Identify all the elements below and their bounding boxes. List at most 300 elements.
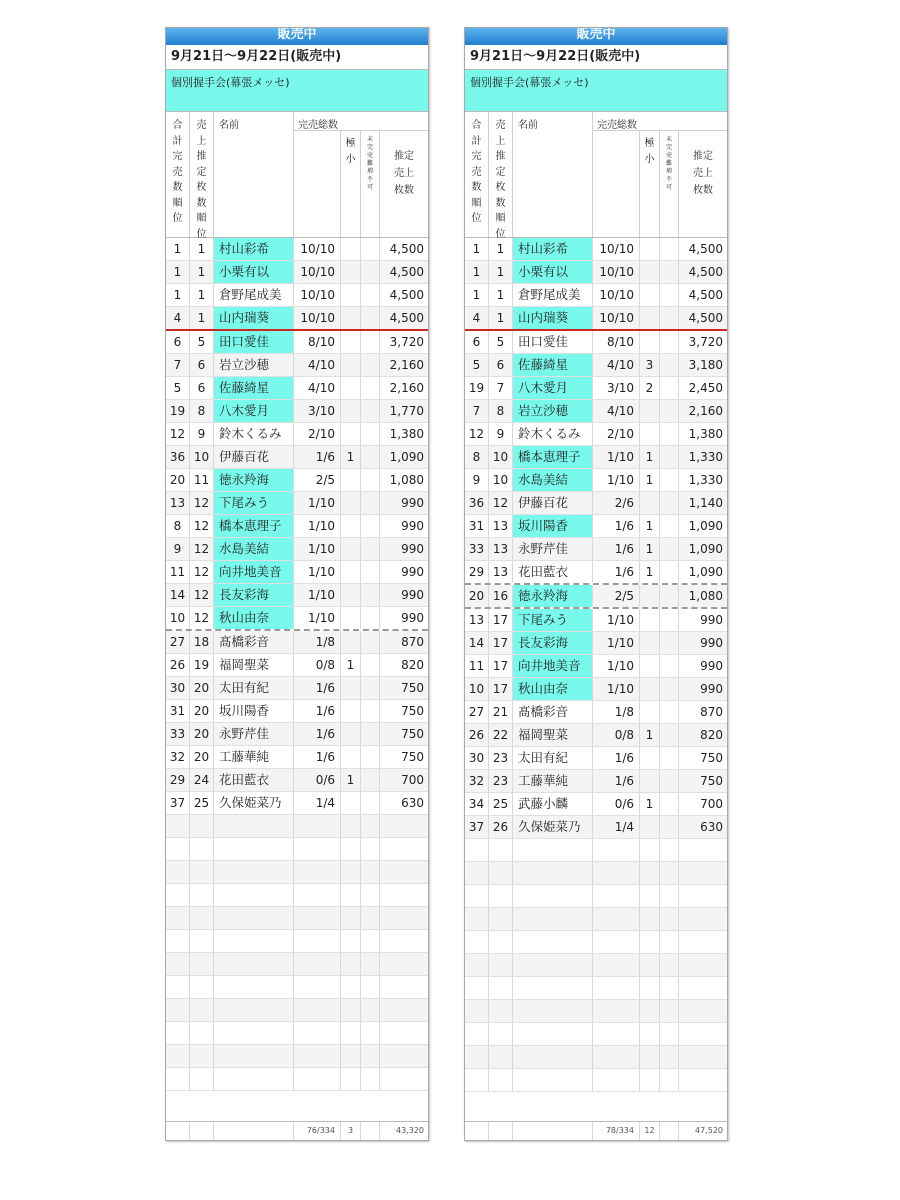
name-cell: 八木愛月 xyxy=(214,400,294,422)
est-sales-cell: 1,080 xyxy=(389,473,424,487)
empty-row xyxy=(465,862,727,885)
rank-cell xyxy=(465,954,489,976)
rank-cell: 4 xyxy=(465,307,489,329)
date-range-title: 9月21日〜9月22日(販売中) xyxy=(166,45,428,70)
sold-cell: 0/8 xyxy=(294,654,341,676)
table-row xyxy=(166,792,428,815)
rank-cell: 30 xyxy=(465,747,489,769)
rank-cell: 1 xyxy=(166,238,190,260)
name-cell: 佐藤綺星 xyxy=(513,354,593,376)
not-sold-cell xyxy=(361,284,380,306)
est-sales-cell xyxy=(380,1068,428,1090)
name-cell: 倉野尾成美 xyxy=(513,284,593,306)
rank-cell: 8 xyxy=(166,515,190,537)
not-sold-cell xyxy=(660,908,679,930)
not-sold-cell xyxy=(660,724,679,746)
rank-cell: 14 xyxy=(465,632,489,654)
not-sold-cell xyxy=(361,538,380,560)
sold-cell: 8/10 xyxy=(593,331,640,353)
sales-rank-cell: 12 xyxy=(190,538,214,560)
name-cell: 久保姫菜乃 xyxy=(513,816,593,838)
sold-cell: 1/10 xyxy=(593,678,640,700)
table-row xyxy=(166,400,428,423)
sales-rank-cell xyxy=(489,885,513,907)
sold-cell: 10/10 xyxy=(593,261,640,283)
sales-rank-cell: 24 xyxy=(190,769,214,791)
est-sales-cell xyxy=(380,1022,428,1044)
sales-rank-cell: 25 xyxy=(190,792,214,814)
not-sold-cell xyxy=(361,976,380,998)
sales-rank-cell: 8 xyxy=(190,400,214,422)
rank-cell xyxy=(166,1068,190,1090)
total-sold: 78/334 xyxy=(593,1122,640,1140)
not-sold-cell xyxy=(660,839,679,861)
rank-cell: 1 xyxy=(166,261,190,283)
tiny-cell xyxy=(341,723,361,745)
rank-cell: 9 xyxy=(465,469,489,491)
table-row xyxy=(465,816,727,839)
name-cell: 花田藍衣 xyxy=(513,561,593,583)
rank-cell: 33 xyxy=(166,723,190,745)
est-sales-cell: 630 xyxy=(401,796,424,810)
sold-cell: 4/10 xyxy=(593,400,640,422)
table-row xyxy=(465,307,727,331)
table-header xyxy=(465,112,727,238)
est-sales-cell xyxy=(679,954,727,976)
sold-cell xyxy=(593,977,640,999)
table-row xyxy=(166,331,428,354)
name-cell xyxy=(513,839,593,861)
rank-cell: 19 xyxy=(465,377,489,399)
sales-rank-cell: 21 xyxy=(489,701,513,723)
sold-cell: 2/10 xyxy=(294,423,341,445)
not-sold-cell xyxy=(660,492,679,514)
not-sold-cell xyxy=(361,769,380,791)
tiny-cell xyxy=(640,1069,660,1091)
sales-rank-cell xyxy=(190,884,214,906)
name-cell: 小栗有以 xyxy=(214,261,294,283)
tiny-cell xyxy=(640,423,660,445)
est-sales-cell xyxy=(380,884,428,906)
tiny-cell: 3 xyxy=(640,354,660,376)
est-sales-cell: 2,160 xyxy=(688,404,723,418)
est-sales-cell xyxy=(380,815,428,837)
sold-cell: 1/8 xyxy=(593,701,640,723)
rank-cell: 5 xyxy=(166,377,190,399)
not-sold-cell xyxy=(660,977,679,999)
sold-cell xyxy=(294,999,341,1021)
est-sales-cell: 2,160 xyxy=(389,358,424,372)
not-sold-cell xyxy=(361,400,380,422)
name-cell: 太田有紀 xyxy=(214,677,294,699)
table-row xyxy=(465,238,727,261)
est-sales-cell: 2,450 xyxy=(688,381,723,395)
empty-row xyxy=(166,976,428,999)
rank-cell: 33 xyxy=(465,538,489,560)
rank-cell: 31 xyxy=(166,700,190,722)
tiny-cell xyxy=(640,747,660,769)
header-est-sales-label: 推定 売上 枚数 xyxy=(394,151,414,196)
est-sales-cell: 870 xyxy=(401,635,424,649)
not-sold-cell xyxy=(660,793,679,815)
rank-cell xyxy=(465,977,489,999)
name-cell xyxy=(513,977,593,999)
table-row xyxy=(166,654,428,677)
sold-cell: 1/6 xyxy=(294,723,341,745)
empty-row xyxy=(166,999,428,1022)
sales-rank-cell: 10 xyxy=(489,469,513,491)
sales-rank-cell: 1 xyxy=(489,284,513,306)
table-row xyxy=(166,723,428,746)
sold-cell: 1/6 xyxy=(294,446,341,468)
header-tiny: 極 小 xyxy=(640,130,660,237)
sold-cell xyxy=(294,976,341,998)
sales-rank-cell: 13 xyxy=(489,538,513,560)
empty-row xyxy=(465,885,727,908)
not-sold-cell xyxy=(660,931,679,953)
sold-cell xyxy=(294,1045,341,1067)
sales-rank-cell: 5 xyxy=(489,331,513,353)
rank-cell: 36 xyxy=(465,492,489,514)
sold-cell: 1/10 xyxy=(593,609,640,631)
not-sold-cell xyxy=(660,609,679,631)
name-cell xyxy=(513,1046,593,1068)
tiny-cell xyxy=(341,1022,361,1044)
rank-cell xyxy=(166,1022,190,1044)
name-cell: 永野芹佳 xyxy=(513,538,593,560)
header-not-sold: 未 完 売 難 増 不 可 xyxy=(361,130,380,237)
est-sales-cell: 1,090 xyxy=(688,542,723,556)
not-sold-cell xyxy=(660,1046,679,1068)
name-cell: 秋山由奈 xyxy=(513,678,593,700)
total-blank4 xyxy=(660,1122,679,1140)
tiny-cell xyxy=(341,377,361,399)
sold-cell: 1/6 xyxy=(593,561,640,583)
not-sold-cell xyxy=(660,632,679,654)
header-total-rank: 合 計 完 売 数 順 位 xyxy=(465,112,489,237)
sales-rank-cell xyxy=(489,1023,513,1045)
sold-cell: 1/10 xyxy=(294,538,341,560)
rank-cell: 6 xyxy=(465,331,489,353)
tiny-cell xyxy=(640,770,660,792)
rank-cell xyxy=(465,908,489,930)
not-sold-cell xyxy=(361,515,380,537)
sales-rank-cell: 9 xyxy=(190,423,214,445)
tiny-cell xyxy=(341,331,361,353)
name-cell: 田口愛佳 xyxy=(214,331,294,353)
tiny-cell xyxy=(341,930,361,952)
rank-cell: 27 xyxy=(166,631,190,653)
name-cell: 伊藤百花 xyxy=(513,492,593,514)
est-sales-cell: 990 xyxy=(401,496,424,510)
rank-cell: 7 xyxy=(166,354,190,376)
est-sales-cell: 990 xyxy=(401,542,424,556)
table-row xyxy=(465,261,727,284)
rank-cell xyxy=(166,1045,190,1067)
sold-cell: 2/10 xyxy=(593,423,640,445)
sold-cell: 0/6 xyxy=(294,769,341,791)
est-sales-cell xyxy=(380,930,428,952)
empty-row xyxy=(465,954,727,977)
name-cell xyxy=(214,861,294,883)
table-row xyxy=(166,377,428,400)
rank-cell xyxy=(166,861,190,883)
sold-cell: 3/10 xyxy=(294,400,341,422)
sold-cell: 1/6 xyxy=(593,770,640,792)
not-sold-cell xyxy=(361,261,380,283)
sold-cell: 10/10 xyxy=(294,261,341,283)
not-sold-cell xyxy=(660,354,679,376)
not-sold-cell xyxy=(660,655,679,677)
tiny-cell xyxy=(341,561,361,583)
not-sold-cell xyxy=(660,770,679,792)
tiny-cell xyxy=(640,655,660,677)
name-cell: 秋山由奈 xyxy=(214,607,294,629)
name-cell xyxy=(513,862,593,884)
est-sales-cell xyxy=(679,931,727,953)
sold-cell xyxy=(593,1023,640,1045)
name-cell: 坂川陽香 xyxy=(214,700,294,722)
header-sales-rank: 売 上 推 定 枚 数 順 位 xyxy=(489,112,513,237)
not-sold-cell xyxy=(660,446,679,468)
sales-rank-cell xyxy=(489,931,513,953)
est-sales-cell: 700 xyxy=(401,773,424,787)
tiny-cell: 1 xyxy=(341,769,361,791)
tiny-cell: 1 xyxy=(640,515,660,537)
est-sales-cell xyxy=(679,862,727,884)
not-sold-cell xyxy=(361,654,380,676)
name-cell xyxy=(214,1045,294,1067)
tiny-cell xyxy=(341,238,361,260)
name-cell: 田口愛佳 xyxy=(513,331,593,353)
sales-rank-cell: 6 xyxy=(489,354,513,376)
sold-cell: 1/6 xyxy=(593,747,640,769)
total-blank1 xyxy=(166,1122,190,1140)
status-banner: 販売中 xyxy=(465,28,727,45)
est-sales-cell: 870 xyxy=(700,705,723,719)
rank-cell: 34 xyxy=(465,793,489,815)
tiny-cell: 1 xyxy=(341,446,361,468)
ranking-panel-right xyxy=(464,27,728,1141)
sales-rank-cell: 12 xyxy=(489,492,513,514)
not-sold-cell xyxy=(660,862,679,884)
not-sold-cell xyxy=(361,1022,380,1044)
name-cell: 永野芹佳 xyxy=(214,723,294,745)
sales-rank-cell xyxy=(489,977,513,999)
tiny-cell xyxy=(341,607,361,629)
not-sold-cell xyxy=(660,423,679,445)
name-cell xyxy=(513,1000,593,1022)
header-est-sales xyxy=(380,130,428,237)
tiny-cell: 1 xyxy=(640,469,660,491)
empty-row xyxy=(465,931,727,954)
tiny-cell xyxy=(640,954,660,976)
est-sales-cell xyxy=(679,908,727,930)
sold-cell: 1/10 xyxy=(294,561,341,583)
table-row xyxy=(465,770,727,793)
table-row xyxy=(465,423,727,446)
tiny-cell xyxy=(640,238,660,260)
not-sold-cell xyxy=(361,354,380,376)
est-sales-cell xyxy=(380,861,428,883)
rank-cell: 29 xyxy=(465,561,489,583)
rank-cell xyxy=(465,885,489,907)
status-banner: 販売中 xyxy=(166,28,428,45)
table-row xyxy=(465,538,727,561)
sold-cell: 1/10 xyxy=(294,492,341,514)
not-sold-cell xyxy=(660,885,679,907)
event-name: 個別握手会(幕張メッセ) xyxy=(465,70,727,112)
total-blank2 xyxy=(190,1122,214,1140)
header-sold-out-col xyxy=(294,130,341,237)
est-sales-cell: 700 xyxy=(700,797,723,811)
tiny-cell xyxy=(640,839,660,861)
tiny-cell xyxy=(640,1023,660,1045)
rank-cell: 14 xyxy=(166,584,190,606)
est-sales-cell: 4,500 xyxy=(688,288,723,302)
tiny-cell xyxy=(640,400,660,422)
est-sales-cell: 1,090 xyxy=(688,519,723,533)
rank-cell xyxy=(465,839,489,861)
rank-cell xyxy=(166,930,190,952)
tiny-cell xyxy=(640,977,660,999)
tiny-cell xyxy=(341,700,361,722)
name-cell: 徳永羚海 xyxy=(513,585,593,607)
tiny-cell xyxy=(341,976,361,998)
not-sold-cell xyxy=(361,331,380,353)
sold-cell xyxy=(593,839,640,861)
tiny-cell xyxy=(640,585,660,607)
sales-rank-cell: 17 xyxy=(489,655,513,677)
name-cell xyxy=(214,999,294,1021)
sales-rank-cell: 6 xyxy=(190,377,214,399)
not-sold-cell xyxy=(361,930,380,952)
sold-cell xyxy=(294,1068,341,1090)
rank-cell: 9 xyxy=(166,538,190,560)
sold-cell: 1/10 xyxy=(593,469,640,491)
sold-cell: 1/10 xyxy=(294,584,341,606)
name-cell: 八木愛月 xyxy=(513,377,593,399)
header-sold-out-total: 完売総数 xyxy=(597,120,637,131)
name-cell: 小栗有以 xyxy=(513,261,593,283)
tiny-cell xyxy=(640,609,660,631)
sales-rank-cell: 12 xyxy=(190,492,214,514)
sold-cell: 2/5 xyxy=(294,469,341,491)
name-cell: 橋本恵理子 xyxy=(513,446,593,468)
not-sold-cell xyxy=(660,515,679,537)
name-cell: 岩立沙穂 xyxy=(513,400,593,422)
sales-rank-cell: 1 xyxy=(190,284,214,306)
name-cell: 髙橋彩音 xyxy=(214,631,294,653)
header-name-label: 名前 xyxy=(219,120,239,131)
est-sales-cell: 990 xyxy=(401,565,424,579)
sold-cell xyxy=(294,1022,341,1044)
est-sales-cell: 990 xyxy=(700,636,723,650)
est-sales-cell: 3,720 xyxy=(389,335,424,349)
rank-cell: 26 xyxy=(166,654,190,676)
sales-rank-cell: 16 xyxy=(489,585,513,607)
not-sold-cell xyxy=(660,701,679,723)
sold-cell xyxy=(593,1046,640,1068)
table-row xyxy=(166,631,428,654)
not-sold-cell xyxy=(660,747,679,769)
header-tiny: 極 小 xyxy=(341,130,361,237)
tiny-cell xyxy=(341,999,361,1021)
rank-cell: 1 xyxy=(166,284,190,306)
tiny-cell xyxy=(341,746,361,768)
total-blank3 xyxy=(214,1122,294,1140)
sales-rank-cell: 17 xyxy=(489,609,513,631)
sales-rank-cell: 1 xyxy=(190,238,214,260)
sold-cell xyxy=(294,838,341,860)
name-cell: 坂川陽香 xyxy=(513,515,593,537)
total-tiny: 3 xyxy=(341,1122,361,1140)
est-sales-cell: 750 xyxy=(401,727,424,741)
sold-cell xyxy=(294,884,341,906)
table-row xyxy=(166,307,428,331)
est-sales-cell: 4,500 xyxy=(688,265,723,279)
sold-cell: 4/10 xyxy=(593,354,640,376)
sold-cell: 4/10 xyxy=(294,354,341,376)
sales-rank-cell: 13 xyxy=(489,515,513,537)
name-cell: 鈴木くるみ xyxy=(214,423,294,445)
tiny-cell xyxy=(640,1046,660,1068)
rank-cell xyxy=(166,953,190,975)
tiny-cell xyxy=(640,284,660,306)
name-cell xyxy=(214,907,294,929)
name-cell: 鈴木くるみ xyxy=(513,423,593,445)
sales-rank-cell: 17 xyxy=(489,678,513,700)
sales-rank-cell: 23 xyxy=(489,770,513,792)
empty-row xyxy=(166,907,428,930)
not-sold-cell xyxy=(361,907,380,929)
rank-cell: 11 xyxy=(465,655,489,677)
sales-rank-cell: 1 xyxy=(190,261,214,283)
not-sold-cell xyxy=(660,261,679,283)
name-cell: 水島美結 xyxy=(513,469,593,491)
rank-cell: 5 xyxy=(465,354,489,376)
sales-rank-cell: 10 xyxy=(190,446,214,468)
not-sold-cell xyxy=(361,631,380,653)
not-sold-cell xyxy=(361,953,380,975)
sold-cell: 1/10 xyxy=(294,607,341,629)
table-row xyxy=(166,561,428,584)
total-sold: 76/334 xyxy=(294,1122,341,1140)
tiny-cell xyxy=(341,1045,361,1067)
tiny-cell: 1 xyxy=(640,538,660,560)
not-sold-cell xyxy=(361,561,380,583)
sales-rank-cell: 1 xyxy=(489,238,513,260)
sold-cell xyxy=(294,815,341,837)
sold-cell: 0/6 xyxy=(593,793,640,815)
name-cell: 村山彩希 xyxy=(214,238,294,260)
rank-cell: 32 xyxy=(166,746,190,768)
empty-row xyxy=(166,1045,428,1068)
sold-cell: 1/6 xyxy=(593,538,640,560)
est-sales-cell: 750 xyxy=(700,751,723,765)
header-est-sales-label: 推定 売上 枚数 xyxy=(693,151,713,196)
name-cell: 工藤華純 xyxy=(214,746,294,768)
name-cell xyxy=(513,954,593,976)
sold-cell: 10/10 xyxy=(294,238,341,260)
name-cell: 橋本恵理子 xyxy=(214,515,294,537)
est-sales-cell: 1,330 xyxy=(688,450,723,464)
sold-cell: 1/4 xyxy=(294,792,341,814)
sales-rank-cell: 23 xyxy=(489,747,513,769)
empty-row xyxy=(166,838,428,861)
empty-row xyxy=(166,930,428,953)
est-sales-cell xyxy=(679,885,727,907)
